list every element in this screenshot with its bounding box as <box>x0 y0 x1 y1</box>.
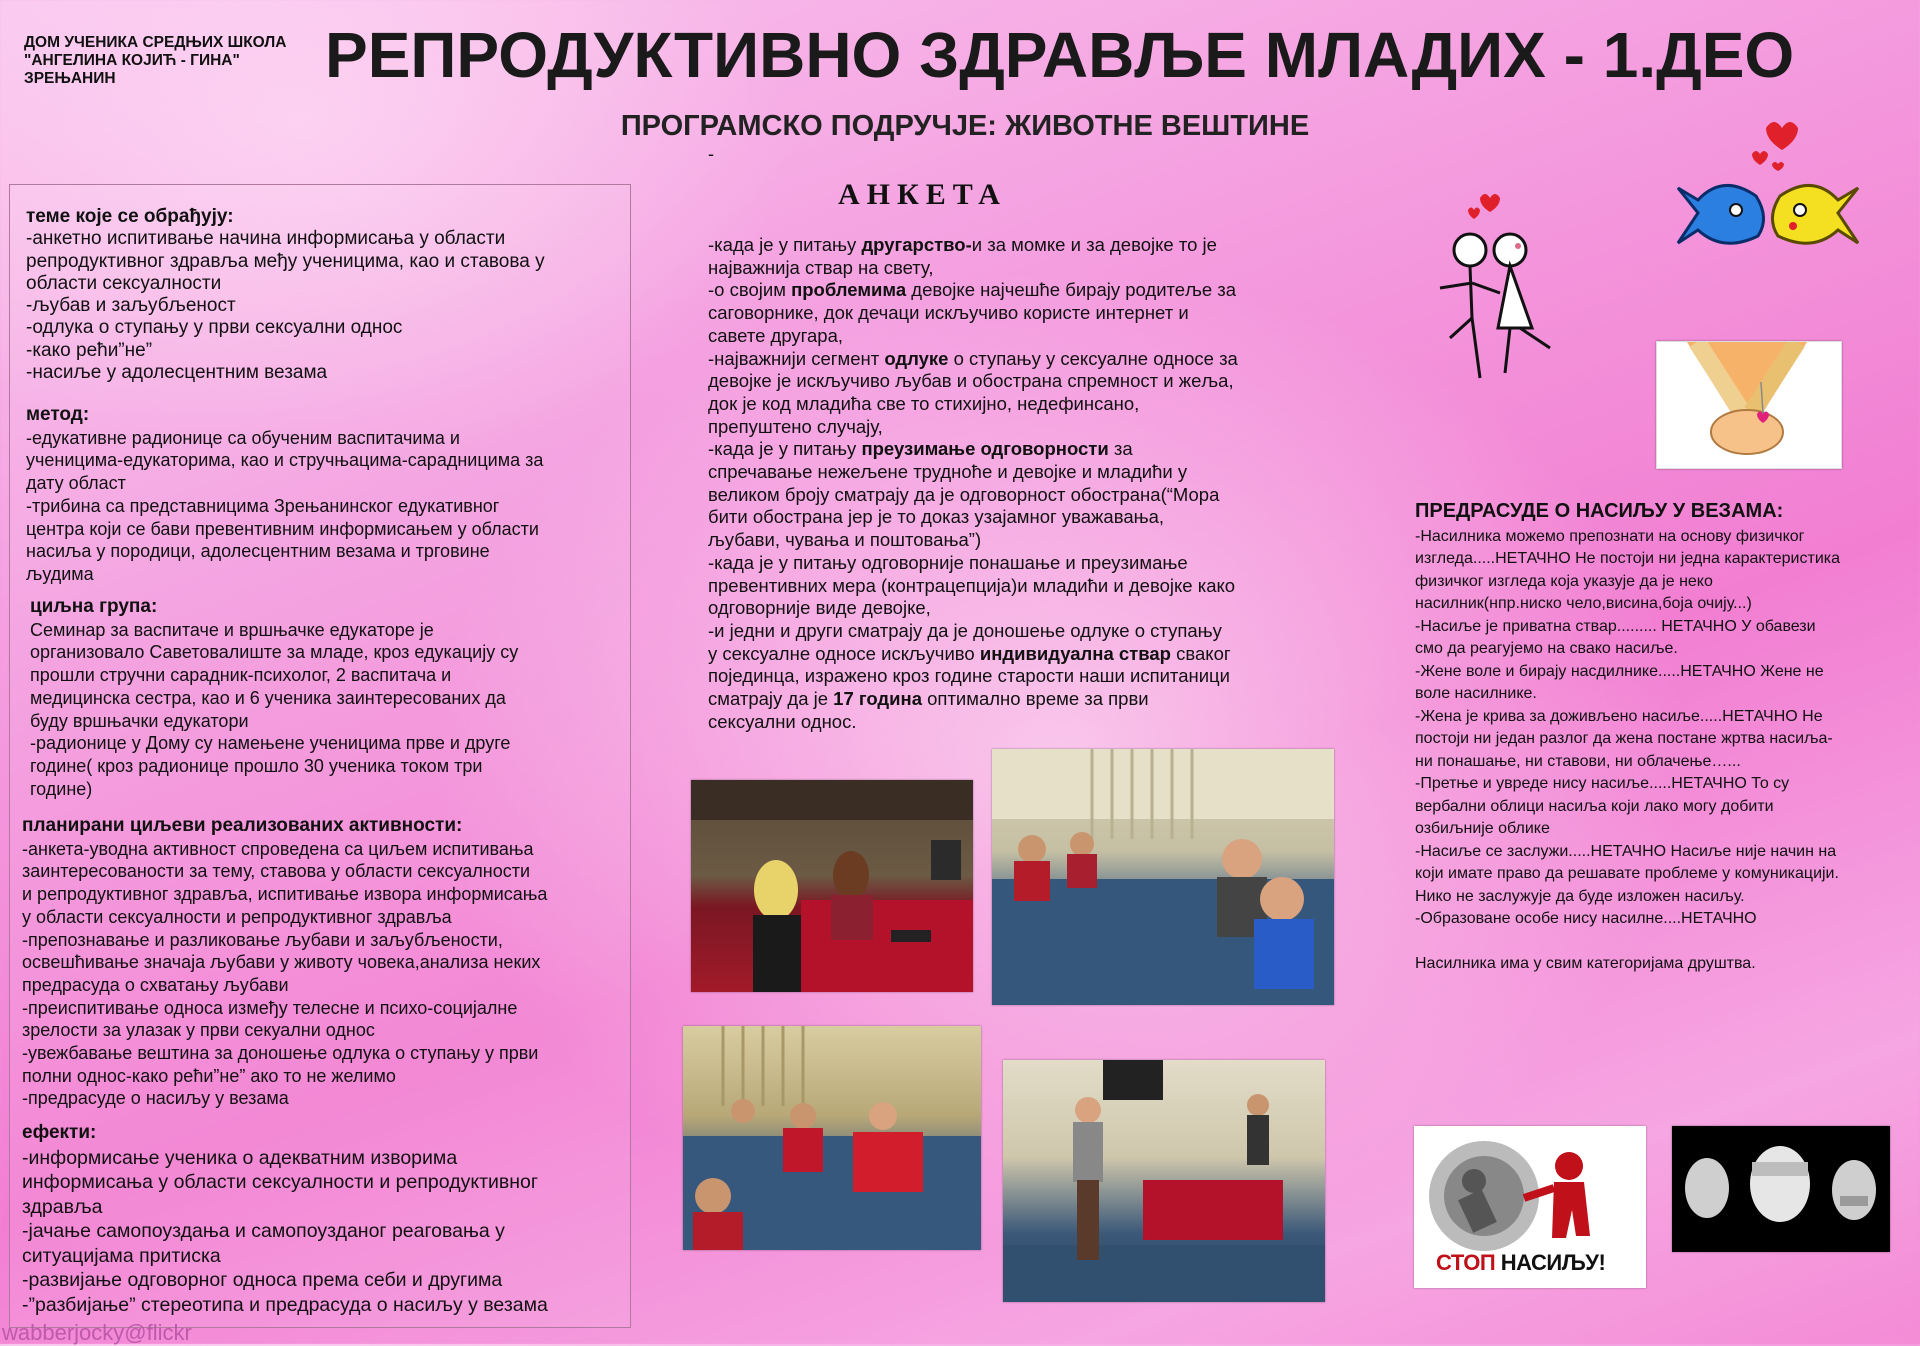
effects-lines <box>22 1146 548 1318</box>
text-line: буду вршњачки едукатори <box>30 710 249 731</box>
heart-icon <box>1468 194 1500 219</box>
prejudice-section <box>1415 500 1895 976</box>
text-line: информисања у области сексуалности и репродуктивног <box>22 1171 538 1193</box>
text-line: -информисање ученика о адекватним изворима <box>22 1146 458 1169</box>
text-line: -одлука о ступању у први сексуални однос <box>26 317 403 339</box>
survey-line <box>708 665 1298 688</box>
text-line: постоји ни један разлог да жена постане жртва насиља- <box>1415 730 1833 747</box>
photo-illustration <box>1003 1060 1325 1302</box>
survey-text-segment: бити обострана јер је то доказ узајамног уважавања, <box>708 506 1165 528</box>
target-section <box>30 596 518 800</box>
text-line: ситуацијама притиска <box>22 1244 221 1267</box>
photo-illustration <box>691 780 973 992</box>
survey-keyword: проблемима <box>791 279 907 301</box>
text-line: медицинска сестра, као и 6 ученика заинтересованих да <box>30 687 506 708</box>
survey-text-segment: појединца, изражено кроз године старости наши испитаници <box>708 665 1230 687</box>
text-line: насиља у породици, адолесцентним везама и трговине <box>26 541 490 562</box>
text-line: -Насиље се заслужи.....НЕТАЧНО Насиље није начин на <box>1415 842 1837 860</box>
section-heading: планирани циљеви реализованих активности: <box>22 815 463 836</box>
survey-line <box>708 416 1298 439</box>
stop-violence-image <box>1414 1126 1646 1288</box>
text-line: предрасуда о схватању љубави <box>22 974 289 995</box>
survey-line <box>708 529 1298 552</box>
text-line: изгледа.....НЕТАЧНО Не постоји ни једна карактеристика <box>1415 550 1841 567</box>
prejudice-lines <box>1415 526 1895 976</box>
survey-text-segment: савете другара, <box>708 324 844 346</box>
survey-line <box>708 552 1298 575</box>
text-line: -јачање самопоуздања и самопоузданог реаговања у <box>22 1220 505 1242</box>
survey-text-segment: девојке најчешће бирају родитеље за <box>906 279 1237 301</box>
survey-line <box>708 393 1298 416</box>
text-line: насилник(нпр.ниско чело,висина,боја очију...) <box>1415 595 1752 612</box>
text-line: освешћивање значаја љубави у животу човека,анализа неких <box>22 952 541 973</box>
violence-word: НАСИЉУ! <box>1500 1250 1606 1275</box>
effects-section <box>22 1121 548 1317</box>
text-line: -како рећи”не” <box>26 339 153 361</box>
text-line: -љубав и заљубљеност <box>26 295 236 317</box>
survey-line <box>708 461 1298 484</box>
kissing-couple-icon <box>1410 178 1570 388</box>
holding-hands-icon <box>1657 342 1841 468</box>
page-title: РЕПРОДУКТИВНО ЗДРАВЉЕ МЛАДИХ - 1.ДЕО <box>325 19 1795 91</box>
survey-text-segment: сматрају да је <box>708 688 834 710</box>
survey-text-segment: -о својим <box>708 279 792 301</box>
text-line: физичког изгледа која указује да је неко <box>1415 572 1713 590</box>
method-section <box>26 404 543 586</box>
text-line: дату област <box>26 473 126 494</box>
text-line: центра који се бави превентивним информисањем у области <box>26 518 539 539</box>
text-line: -Насилника можемо препознати на основу физичког <box>1415 527 1805 545</box>
text-line: -анкета-уводна активност спроведена са циљем испитивања <box>22 838 534 859</box>
survey-text-segment: сексуални однос. <box>708 710 857 732</box>
school-line: ДОМ УЧЕНИКА СРЕДЊИХ ШКОЛА <box>24 34 287 51</box>
survey-line <box>708 575 1298 598</box>
text-line: -увежбавање вештина за доношење одлука о ступању у први <box>22 1043 539 1064</box>
school-line: "АНГЕЛИНА КОЈИЋ - ГИНА" <box>24 52 240 69</box>
survey-keyword: другарство- <box>861 234 972 255</box>
survey-keyword: преузимање одговорности <box>861 438 1109 460</box>
section-heading: циљна група: <box>30 596 158 617</box>
survey-text-segment: препуштено случају, <box>708 415 883 437</box>
text-line: -Жене воле и бирају насдилнике.....НЕТАЧНО Жене не <box>1415 662 1824 680</box>
survey-text-segment: најважнија ствар на свету, <box>708 256 934 278</box>
photo-students-sofa <box>992 749 1334 1005</box>
section-heading: теме које се обрађују: <box>26 206 234 227</box>
photo-illustration <box>992 749 1334 1005</box>
survey-line <box>708 643 1298 666</box>
photo-presentation <box>1003 1060 1325 1302</box>
heart-icon <box>1752 122 1798 171</box>
text-line: заинтересованости за тему, ставова у области сексуалности <box>22 861 531 882</box>
text-line: смо да реагујемо на свако насиље. <box>1415 640 1678 657</box>
goals-section <box>22 815 547 1110</box>
dash-mark: - <box>708 144 714 164</box>
kissing-fish-icon <box>1668 118 1868 268</box>
page-subtitle: ПРОГРАМСКО ПОДРУЧЈЕ: ЖИВОТНЕ ВЕШТИНЕ <box>620 110 1310 142</box>
survey-line <box>708 370 1298 393</box>
stop-violence-label <box>1436 1250 1605 1276</box>
text-line: -препознавање и разликовање љубави и заљубљености, <box>22 929 503 950</box>
survey-line <box>708 302 1298 325</box>
text-line: године) <box>30 778 93 799</box>
survey-line <box>708 620 1298 643</box>
text-line: -трибина са представницима Зрењанинског едукативног <box>26 495 500 516</box>
survey-text-segment: -када је у питању <box>708 234 862 255</box>
survey-text-segment: превентивних мера (контрацепција)и младићи и девојке како <box>708 574 1236 596</box>
text-line: и репродуктивног здравља, испитивање извора информисања <box>22 884 548 905</box>
text-line: -насиље у адолесцентним везама <box>26 362 328 384</box>
survey-text-segment: док је код младића све то стихијно, недефинсано, <box>708 392 1140 414</box>
survey-line <box>708 506 1298 529</box>
survey-text-segment: о ступању у сексуалне односе за <box>948 347 1238 369</box>
survey-line <box>708 484 1298 507</box>
text-line: организовало Саветовалиште за младе, кроз едукацију су <box>30 642 519 663</box>
text-line: -Образоване особе нису насилне....НЕТАЧНО <box>1415 910 1757 927</box>
photo-students-group <box>683 1026 981 1250</box>
see-no-evil-image <box>1672 1126 1890 1252</box>
text-line: -Насиље је приватна ствар......... НЕТАЧНО У обавези <box>1415 617 1816 635</box>
section-heading: ПРЕДРАСУДЕ О НАСИЉУ У ВЕЗАМА: <box>1415 500 1784 522</box>
text-line: вербални облици насиља који лако могу добити <box>1415 797 1774 815</box>
text-line: прошли стручни сарадник-психолог, 2 васпитача и <box>30 665 452 686</box>
text-line: -едукативне радионице са обученим васпитачима и <box>26 427 460 448</box>
survey-text-segment: за <box>1108 438 1133 460</box>
section-heading: метод: <box>26 404 90 425</box>
survey-line <box>708 348 1298 371</box>
text-line: -Претње и увреде нису насиље.....НЕТАЧНО То су <box>1415 775 1790 792</box>
text-line: године( кроз радионице прошло 30 ученика током три <box>30 755 483 776</box>
survey-line <box>708 688 1298 711</box>
text-line: Насилника има у свим категоријама друштва. <box>1415 955 1756 972</box>
survey-keyword: 17 година <box>833 688 922 710</box>
survey-text-segment: одговорније виде девојке, <box>708 597 931 619</box>
text-line: зрелости за улазак у први секуални однос <box>22 1020 375 1041</box>
survey-text-segment: и за момке и за девојке то је <box>971 234 1217 255</box>
survey-text-segment: сваког <box>1170 642 1231 664</box>
text-line: -предрасуде о насиљу у везама <box>22 1088 289 1109</box>
holding-hands-image <box>1656 341 1842 469</box>
text-line: здравља <box>22 1195 103 1218</box>
text-line: -радионице у Дому су намењене ученицима прве и друге <box>30 733 511 754</box>
text-line: -преиспитивање односа између телесне и психо-социјалне <box>22 997 518 1018</box>
themes-section <box>26 206 545 384</box>
survey-title: АНКЕТА <box>838 178 1007 211</box>
faces-icon <box>1672 1126 1890 1252</box>
text-line: полни однос-како рећи”не” ако то не желимо <box>22 1065 396 1086</box>
method-lines <box>26 427 543 586</box>
survey-line <box>708 597 1298 620</box>
text-line: Нико не заслужује да буде изложен насиљу. <box>1415 887 1745 905</box>
school-name <box>24 34 286 88</box>
survey-line <box>708 438 1298 461</box>
text-line: ни понашање, ни ставови, ни облачење…... <box>1415 752 1741 770</box>
survey-text <box>708 234 1298 733</box>
text-line: Семинар за васпитаче и вршњачке едукаторе је <box>30 619 434 640</box>
text-line: озбиљније облике <box>1415 820 1550 837</box>
text-line: воле насилнике. <box>1415 685 1537 702</box>
survey-text-segment: саговорнике, док дечаци искључиво користе интернет и <box>708 302 1189 324</box>
text-line: људима <box>26 563 94 584</box>
text-line <box>1415 931 1895 954</box>
themes-lines <box>26 228 545 384</box>
survey-text-segment: у сексуалне односе искључиво <box>708 642 980 664</box>
survey-line <box>708 234 1298 257</box>
survey-text-segment: девојке је искључиво љубав и обострана спремност и жеља, <box>708 370 1234 392</box>
survey-line <box>708 325 1298 348</box>
text-line: -Жена је крива за доживљено насиље.....НЕТАЧНО Не <box>1415 707 1823 725</box>
photo-workshop-table <box>691 780 973 992</box>
survey-line <box>708 257 1298 280</box>
survey-line <box>708 279 1298 302</box>
section-heading: ефекти: <box>22 1122 97 1143</box>
photo-illustration <box>683 1026 981 1250</box>
text-line: репродуктивног здравља међу ученицима, као и ставова у <box>26 250 545 272</box>
text-line: који имате право да решавате проблеме у комуникацији. <box>1415 865 1839 882</box>
survey-text-segment: -када је у питању одговорније понашање и преузимање <box>708 551 1188 573</box>
survey-text-segment: -најважнији сегмент <box>708 347 885 369</box>
survey-text-segment: љубави, чувања и поштовања”) <box>708 529 982 551</box>
survey-text-segment: великом броју сматрају да је одговорност обострана(“Мора <box>708 483 1220 505</box>
survey-text-segment: оптимално време за први <box>922 688 1149 710</box>
text-line: области сексуалности <box>26 272 222 294</box>
survey-text-segment: -када је у питању <box>708 438 862 460</box>
survey-text-segment: -и једни и други сматрају да је доношење одлуке о ступању <box>708 619 1222 641</box>
watermark: wabberjocky@flickr <box>2 1320 192 1345</box>
survey-text-segment: спречавање нежељене трудноће и девојке и младићи у <box>708 461 1188 483</box>
text-line: ученицима-едукаторима, као и стручњацима-сарадницима за <box>26 450 544 471</box>
text-line: у области сексуалности и репродуктивног здравља <box>22 906 452 927</box>
text-line: -развијање одговорног односа према себи и другима <box>22 1269 503 1291</box>
school-line: ЗРЕЊАНИН <box>24 70 116 87</box>
survey-line <box>708 711 1298 734</box>
survey-keyword: одлуке <box>884 347 949 369</box>
survey-keyword: индивидуална ствар <box>979 642 1171 664</box>
target-lines <box>30 619 518 801</box>
goals-lines <box>22 838 547 1110</box>
text-line: -анкетно испитивање начина информисања у области <box>26 228 506 250</box>
stop-word: СТОП <box>1436 1250 1501 1275</box>
text-line: -”разбијање” стереотипа и предрасуда о насиљу у везама <box>22 1293 548 1316</box>
